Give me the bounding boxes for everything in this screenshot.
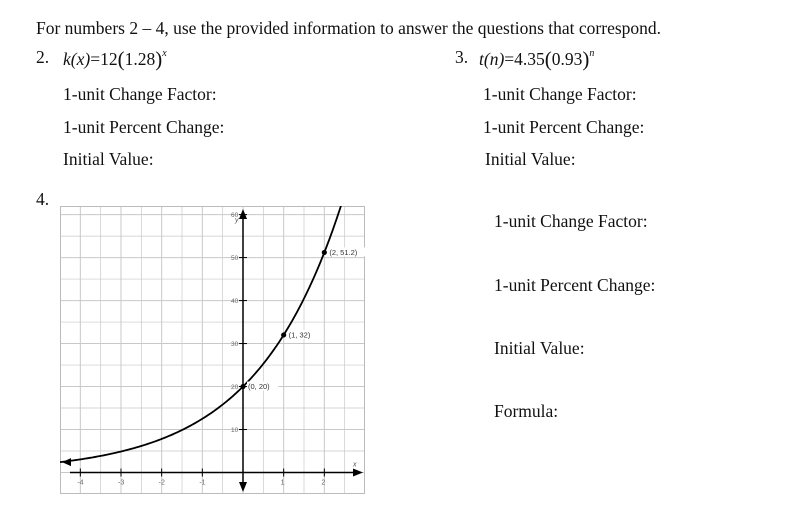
data-point [281, 332, 286, 337]
instructions: For numbers 2 – 4, use the provided information to answer the questions that correspond. [36, 18, 662, 38]
q3-number: 3. [455, 47, 469, 67]
x-tick-label: -3 [118, 479, 125, 487]
q3-coefficient: 4.35 [514, 48, 545, 69]
curve-arrow-left [62, 458, 71, 466]
y-tick-label: 30 [231, 341, 239, 349]
data-label: (2, 51.2) [329, 247, 358, 257]
q3-base: 0.93 [551, 48, 583, 69]
q2-exponent: x [162, 48, 167, 59]
x-axis-arrow [353, 469, 363, 477]
graph-border [61, 207, 365, 494]
y-axis-arrow-down [239, 482, 247, 492]
q3-left-paren: ( [544, 46, 552, 71]
q3-initial-value-label: Initial Value: [485, 149, 576, 169]
x-axis-label: x [353, 461, 357, 469]
q2-equals: = [90, 48, 101, 69]
q2-coefficient: 12 [100, 48, 118, 69]
q2-percent-change-label: 1-unit Percent Change: [63, 117, 225, 137]
q3-right-paren: ) [582, 46, 590, 71]
y-axis-arrow-up [239, 209, 247, 219]
exponential-graph [60, 206, 365, 494]
q4-formula-label: Formula: [494, 401, 559, 421]
q3-equals: = [504, 48, 515, 69]
x-tick-label: 1 [280, 479, 285, 487]
y-tick-label: 50 [231, 255, 239, 263]
data-label: (1, 32) [288, 330, 311, 340]
q2-base: 1.28 [124, 48, 156, 69]
q2-initial-value-label: Initial Value: [63, 149, 154, 169]
y-tick-label: 40 [231, 298, 239, 306]
y-tick-label: 20 [231, 384, 239, 392]
q3-change-factor-label: 1-unit Change Factor: [483, 84, 637, 104]
x-tick-label: -2 [158, 479, 165, 487]
data-label: (0, 20) [248, 382, 270, 392]
q4-percent-change-label: 1-unit Percent Change: [494, 275, 656, 295]
data-point [240, 384, 245, 389]
q2-function [63, 46, 167, 69]
x-tick-label: -1 [199, 479, 206, 487]
q4-initial-value-label: Initial Value: [494, 338, 585, 358]
data-point [322, 250, 327, 255]
q3-exponent: n [589, 48, 595, 59]
q4-number: 4. [36, 189, 50, 209]
q3-func-name: t(n) [479, 48, 505, 69]
q2-left-paren: ( [117, 46, 125, 71]
q3-percent-change-label: 1-unit Percent Change: [483, 117, 645, 137]
q3-function [479, 46, 594, 69]
q4-change-factor-label: 1-unit Change Factor: [494, 211, 648, 231]
q2-number: 2. [36, 47, 50, 67]
q2-change-factor-label: 1-unit Change Factor: [63, 84, 217, 104]
q2-right-paren: ) [155, 46, 163, 71]
y-tick-label: 60 [231, 212, 239, 220]
y-axis-label: y [235, 217, 239, 224]
y-tick-label: 10 [231, 427, 239, 435]
q2-func-name: k(x) [63, 48, 91, 69]
x-tick-label: 2 [321, 479, 326, 487]
x-tick-label: -4 [77, 479, 84, 487]
